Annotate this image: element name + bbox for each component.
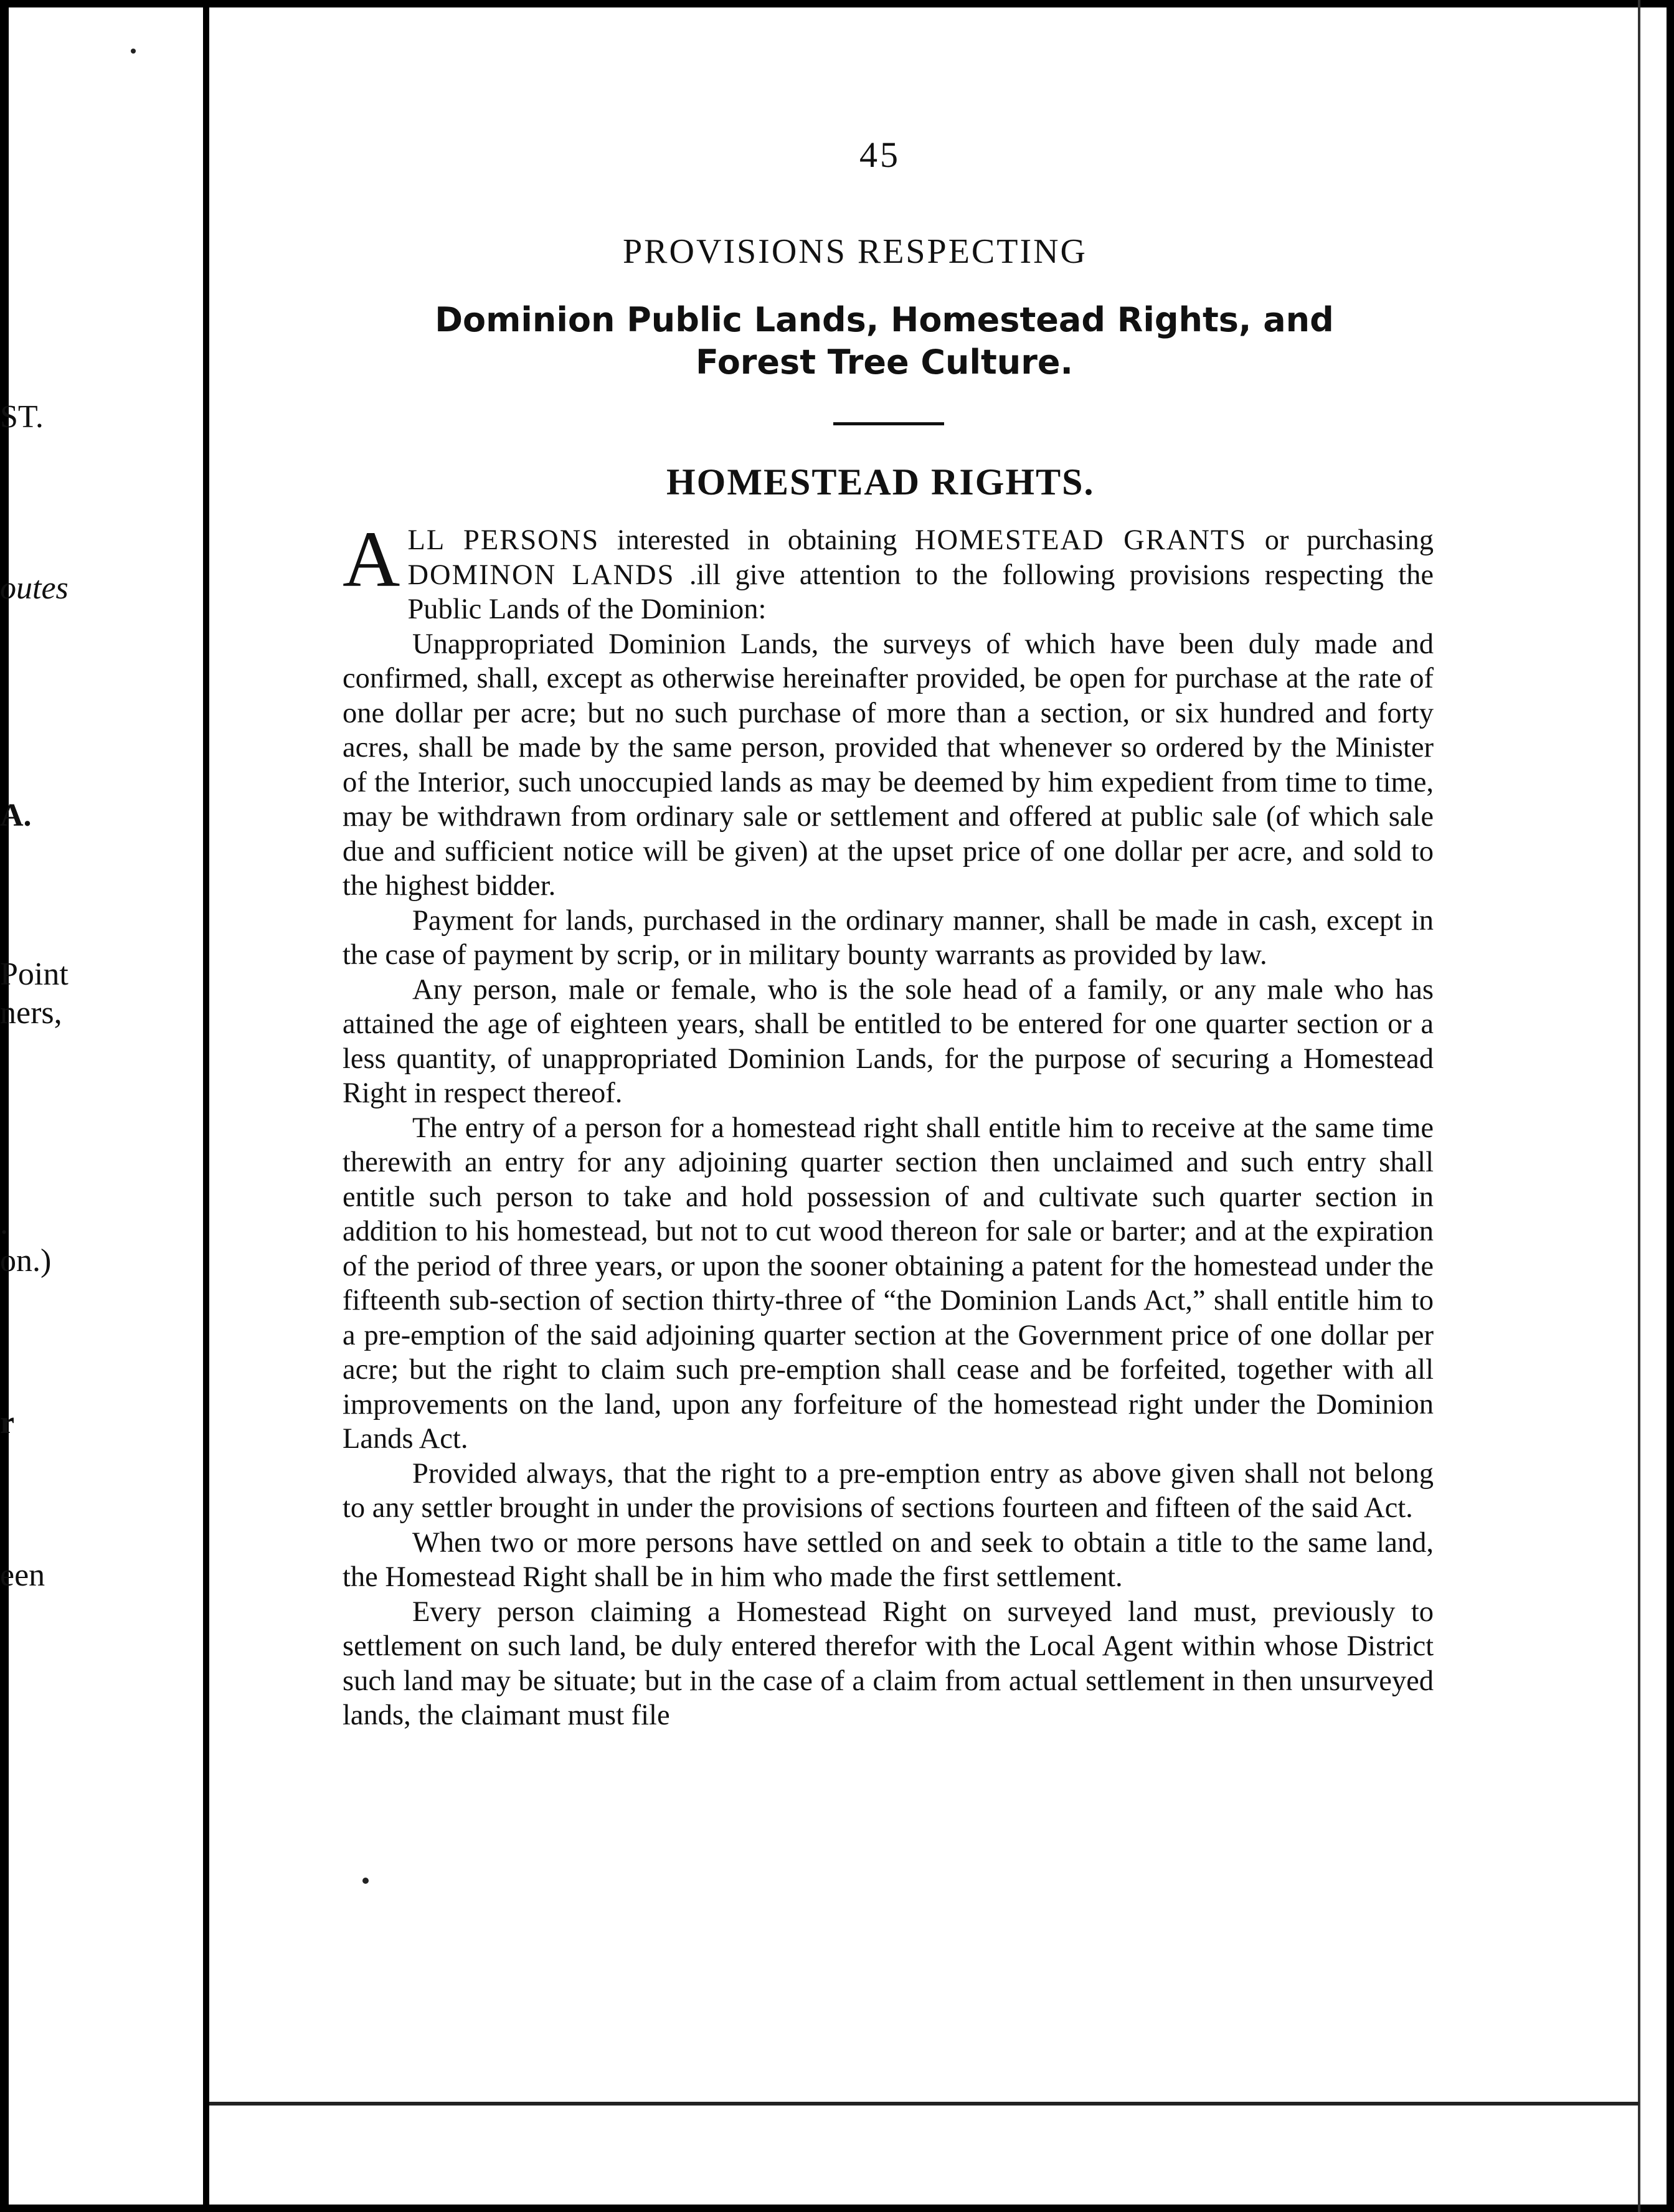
margin-fragment: een: [0, 1557, 45, 1593]
section-divider: [833, 422, 944, 425]
body-paragraph: Any person, male or female, who is the sole head of a family, or any male who has attained the age of eighteen years, shall be entitled to be entered for one quarter section or a less quantity, of unappropriated Dominion Lands, for the purpose of securing a Homestead Right in respect thereof.: [343, 973, 1434, 1109]
lead-caps: LL PERSONS: [407, 524, 600, 556]
scan-border-left: [0, 0, 9, 2212]
margin-fragment: ST.: [0, 399, 44, 435]
scan-speck: [362, 1878, 369, 1884]
intro-paragraph: [343, 515, 1434, 627]
body-paragraph: Every person claiming a Homestead Right on surveyed land must, previously to settlement on such land, be duly entered therefor with the Local Agent within whose District such land may be situate; but in the case of a claim from actual settlement in then unsurveyed lands, the claimant must file: [343, 1595, 1434, 1731]
intro-text: .ill give attention to the following provisions respecting the Public Lands of the Dominion:: [407, 559, 1434, 625]
page-edge-shadow: [1638, 0, 1640, 2212]
margin-fragment: r: [0, 1405, 15, 1440]
body-paragraph: Payment for lands, purchased in the ordinary manner, shall be made in cash, except in the case of payment by scrip, or in military bounty warrants as provided by law.: [343, 904, 1434, 971]
scan-border-top: [0, 0, 1674, 7]
body-paragraph: When two or more persons have settled on and seek to obtain a title to the same land, the Homestead Right shall be in him who made the first settlement.: [343, 1526, 1434, 1593]
scan-border-bottom: [0, 2205, 1674, 2212]
scan-border-right: [1667, 0, 1674, 2212]
body-paragraph: Unappropriated Dominion Lands, the surveys of which have been duly made and confirmed, shall, except as otherwise hereinafter provided, be open for purchase at the rate of one dollar per acre; but no such purchase of more than a section, or six hundred and forty acres, shall be made by the same person, provided that whenever so ordered by the Minister of the Interior, such unoccupied lands as may be deemed by him expedient from time to time, may be withdrawn from ordinary sale or settlement and offered at public sale (of which sale due and sufficient notice will be given) at the upset price of one dollar per acre, and sold to the highest bidder.: [343, 628, 1434, 902]
margin-fragment: Point: [0, 957, 69, 992]
margin-fragment: .: [0, 1206, 8, 1241]
subtitle-line: Dominion Public Lands, Homestead Rights, and: [435, 300, 1334, 339]
page-gutter: [203, 0, 209, 2212]
body-text: [343, 515, 1434, 1733]
intro-text: or purchasing: [1247, 524, 1434, 556]
body-paragraph: The entry of a person for a homestead right shall entitle him to receive at the same time therewith an entry for any adjoining quarter section then unclaimed and such entry shall entitle such person to take and hold possession of and cultivate such quarter section in addition to his homestead, but not to cut wood thereon for sale or barter; and at the expiration of the period of three years, or upon the sooner obtaining a patent for the homestead under the fifteenth sub-section of section thirty-three of “the Dominion Lands Act,” shall entitle him to a pre-emption of the said adjoining quarter section at the Government price of one dollar per acre; but the right to claim such pre-emption shall cease and be forfeited, together with all improvements on the land, upon any forfeiture of the homestead right under the Dominion Lands Act.: [343, 1112, 1434, 1455]
lead-caps: HOMESTEAD GRANTS: [914, 524, 1247, 556]
drop-cap: A: [343, 515, 400, 603]
margin-fragment: ners,: [0, 995, 62, 1031]
page-subtitle: [374, 299, 1395, 384]
margin-fragment: on.): [0, 1243, 52, 1279]
intro-text: interested in obtaining: [599, 524, 915, 556]
page-number: 45: [859, 135, 901, 175]
page-title: PROVISIONS RESPECTING: [623, 232, 1087, 271]
margin-fragment: outes: [0, 570, 69, 606]
section-heading: HOMESTEAD RIGHTS.: [666, 461, 1095, 503]
body-paragraph: Provided always, that the right to a pre-emption entry as above given shall not belong to any settler brought in under the provisions of sections fourteen and fifteen of the said Act.: [343, 1457, 1434, 1524]
margin-fragment: A.: [0, 798, 32, 833]
subtitle-line: Forest Tree Culture.: [696, 343, 1073, 382]
scan-speck: [131, 49, 136, 54]
lead-caps: DOMINON LANDS: [407, 559, 675, 591]
page-bottom-shadow: [209, 2102, 1639, 2106]
